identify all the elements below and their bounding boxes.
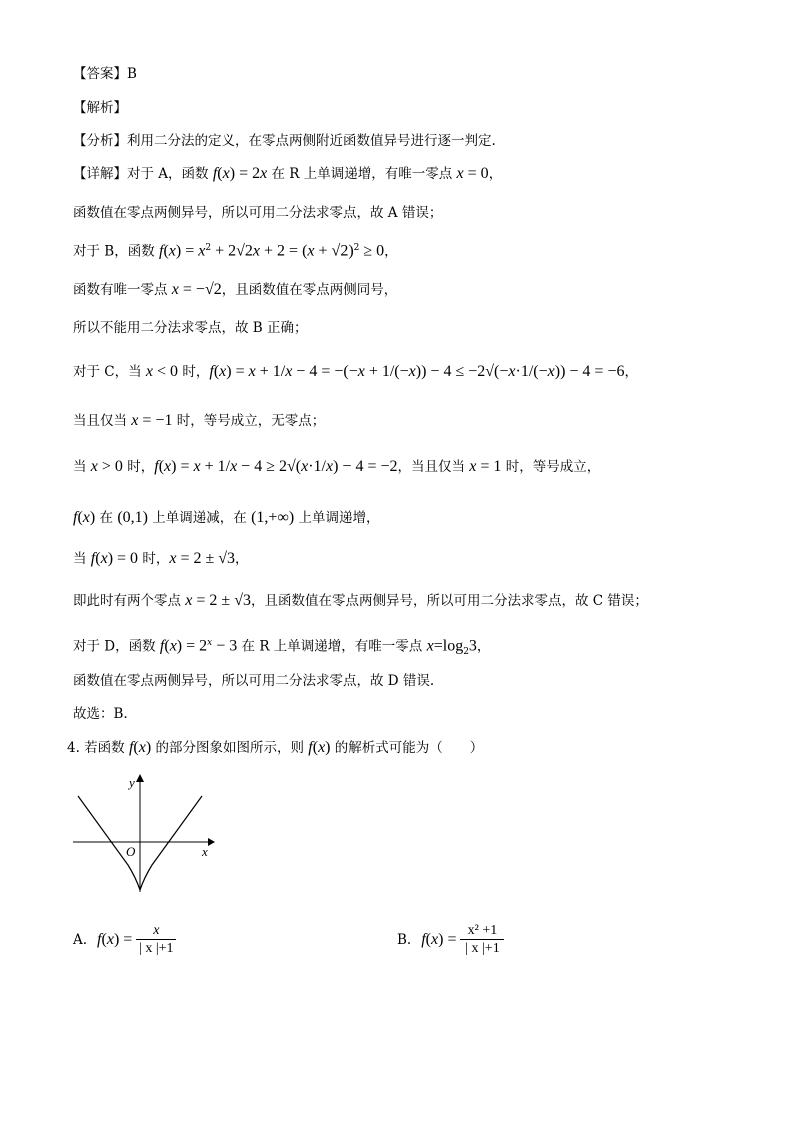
question-4: 4. 若函数 f(x) 的部分图象如图所示，则 f(x) 的解析式可能为（ ）: [67, 739, 484, 756]
detail-c-eq: 当且仅当 x = −1 时，等号成立，无零点；: [73, 412, 326, 429]
detail-a-line: 【详解】对于 A，函数 f(x) = 2x 在 R 上单调递增，有唯一零点 x = 0，: [73, 165, 503, 182]
detail-b-zero-lead: 函数有唯一零点: [73, 282, 172, 298]
detail-c2-tail2: 时，等号成立，: [501, 459, 601, 475]
option-b-denominator: | x |+1: [465, 941, 500, 956]
option-a[interactable]: A. f ( x ) = x | x |+1: [73, 922, 176, 957]
detail-a-conclusion: 函数值在零点两侧异号，所以可用二分法求零点，故 A 错误；: [73, 205, 443, 221]
detail-d-line: 对于 D，函数 $f(x) = 2^x - 3$ 在 R 上单调递增，有唯一零点 $x=\log_23$，: [73, 637, 491, 658]
y-axis-label: y: [129, 775, 135, 790]
detail-c-mono: f(x) 在 (0,1) 上单调递减，在 (1,+∞) 上单调递增，: [73, 509, 380, 526]
detail-c2-tail: ，当且仅当: [397, 459, 470, 475]
option-a-label: A.: [73, 931, 88, 948]
zero-lead: 当: [73, 551, 91, 567]
detail-a-tail: 在 R 上单调递增，有唯一零点: [267, 166, 457, 182]
detail-b-zero: 函数有唯一零点 x = −√2，且函数值在零点两侧同号，: [73, 281, 398, 298]
detail-d-lead: 对于 D，函数: [73, 638, 160, 655]
detail-b-lead: 对于 B，函数: [73, 243, 160, 260]
detail-b-conclusion: 所以不能用二分法求零点，故 B 正确；: [73, 320, 308, 336]
two-zero-lead: 即此时有两个零点: [73, 593, 186, 609]
function-graph: [68, 770, 218, 895]
mono-dec: 在: [95, 510, 118, 526]
x-axis-arrow-icon: [208, 838, 215, 846]
detail-c2-lead: 当: [73, 459, 91, 475]
detail-c-eq-lead: 当且仅当: [73, 413, 132, 429]
detail-c2-when: 时，: [122, 459, 155, 475]
option-b[interactable]: B. f ( x ) = x² +1 | x |+1: [397, 922, 504, 957]
question-mid: 的部分图象如图所示，则: [151, 740, 309, 756]
detail-c-lead: 对于 C，当: [73, 364, 146, 380]
detail-c-eq-tail: 时，等号成立，无零点；: [172, 413, 326, 429]
origin-label: O: [126, 844, 136, 859]
option-b-numerator: x² +1: [467, 923, 498, 938]
question-lead: 4. 若函数: [67, 740, 129, 756]
question-tail: 的解析式可能为（ ）: [330, 740, 484, 756]
curve-left: [78, 796, 140, 890]
answer-line: 【答案】B: [73, 66, 137, 82]
mono-dec2: 上单调递减，在: [147, 510, 252, 526]
detail-c-two-zero: 即此时有两个零点 x = 2 ± √3，且函数值在零点两侧异号，所以可用二分法求零点，故 C 错误；: [73, 592, 648, 609]
detail-b-line: 对于 B，函数 $f(x) = x^2 + 2√2x + 2 = (x + √2)^2 \ge 0$，: [73, 242, 398, 260]
mono-inc: 上单调递增，: [294, 510, 380, 526]
curve-right: [140, 796, 202, 890]
x-axis-label: x: [202, 844, 208, 859]
option-a-numerator: x: [153, 923, 160, 938]
choice-line: 故选：B.: [73, 706, 128, 722]
y-axis-arrow-icon: [136, 774, 144, 782]
detail-c2-line: 当 x > 0 时，f(x) = x + 1/x − 4 ≥ 2√(x·1/x) − 4 = −2，当且仅当 x = 1 时，等号成立，: [73, 458, 601, 475]
detail-lead: 【详解】对于 A，函数: [73, 166, 213, 182]
analysis-heading: 【解析】: [73, 100, 127, 116]
detail-b-zero-tail: ，且函数值在零点两侧同号，: [221, 282, 398, 298]
option-a-denominator: | x |+1: [139, 941, 174, 956]
detail-d-conclusion: 函数值在零点两侧异号，所以可用二分法求零点，故 D 错误.: [73, 673, 435, 689]
detail-d-mid: 在 R 上单调递增，有唯一零点: [237, 638, 427, 655]
option-b-label: B.: [397, 931, 412, 948]
two-zero-tail: ，且函数值在零点两侧异号，所以可用二分法求零点，故 C 错误；: [251, 593, 648, 609]
detail-c-when: 时，: [178, 364, 210, 380]
detail-c-line: 对于 C，当 x < 0 时，f(x) = x + 1/x − 4 = −(−x + 1/(−x)) − 4 ≤ −2√(−x·1/(−x)) − 4 = −6，: [73, 363, 638, 380]
detail-c-zero: 当 f(x) = 0 时，x = 2 ± √3，: [73, 550, 249, 567]
analysis-line: 【分析】利用二分法的定义，在零点两侧附近函数值异号进行逐一判定.: [73, 133, 496, 149]
zero-mid: 时，: [138, 551, 170, 567]
